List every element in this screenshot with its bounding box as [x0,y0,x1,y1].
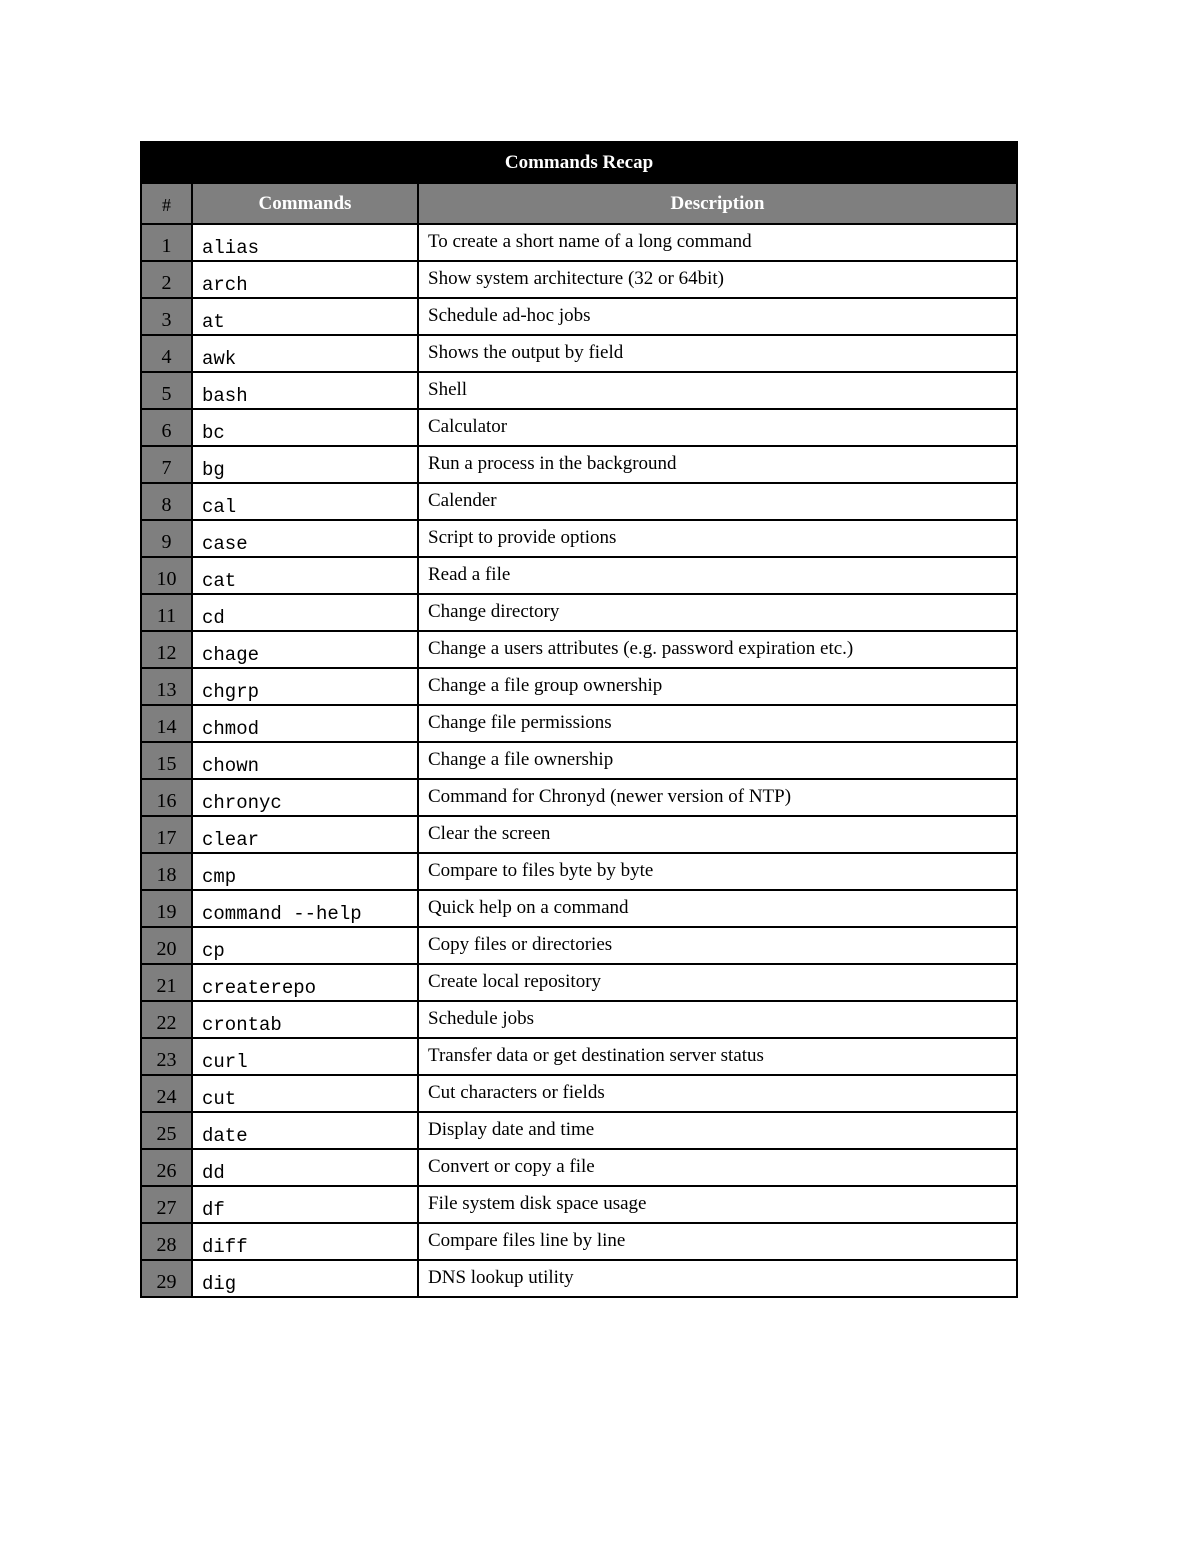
row-command: alias [192,224,418,261]
table-row [141,1112,1017,1149]
row-number: 22 [141,1001,192,1038]
table-row [141,557,1017,594]
row-description: Cut characters or fields [418,1075,1017,1112]
table-row [141,668,1017,705]
row-description: Shows the output by field [418,335,1017,372]
table-row [141,298,1017,335]
row-number: 18 [141,853,192,890]
row-command: cd [192,594,418,631]
table-row [141,853,1017,890]
table-row [141,631,1017,668]
table-row [141,224,1017,261]
table-row [141,1223,1017,1260]
row-description: Change directory [418,594,1017,631]
header-description: Description [418,183,1017,224]
table-row [141,1001,1017,1038]
row-number: 29 [141,1260,192,1297]
row-description: To create a short name of a long command [418,224,1017,261]
table-row [141,1149,1017,1186]
row-number: 7 [141,446,192,483]
table-row [141,1038,1017,1075]
table-row [141,890,1017,927]
row-command: cmp [192,853,418,890]
table-row [141,483,1017,520]
header-commands: Commands [192,183,418,224]
row-number: 25 [141,1112,192,1149]
row-number: 16 [141,779,192,816]
row-command: arch [192,261,418,298]
table-title-row [141,142,1017,183]
row-description: Command for Chronyd (newer version of NTP) [418,779,1017,816]
row-description: Change file permissions [418,705,1017,742]
row-description: Compare files line by line [418,1223,1017,1260]
row-number: 24 [141,1075,192,1112]
row-number: 3 [141,298,192,335]
row-description: Show system architecture (32 or 64bit) [418,261,1017,298]
table-row [141,1260,1017,1297]
table-row [141,964,1017,1001]
row-number: 8 [141,483,192,520]
row-command: createrepo [192,964,418,1001]
table-row [141,261,1017,298]
row-number: 11 [141,594,192,631]
row-number: 13 [141,668,192,705]
row-description: Change a users attributes (e.g. password expiration etc.) [418,631,1017,668]
row-number: 14 [141,705,192,742]
row-command: chronyc [192,779,418,816]
row-description: Run a process in the background [418,446,1017,483]
row-description: Calculator [418,409,1017,446]
row-command: bash [192,372,418,409]
row-description: Display date and time [418,1112,1017,1149]
table-row [141,1186,1017,1223]
row-command: awk [192,335,418,372]
row-command: bg [192,446,418,483]
table-header-row [141,183,1017,224]
row-description: Create local repository [418,964,1017,1001]
row-description: Schedule jobs [418,1001,1017,1038]
table-row [141,1075,1017,1112]
table-row [141,372,1017,409]
row-description: Transfer data or get destination server status [418,1038,1017,1075]
row-description: Script to provide options [418,520,1017,557]
table-row [141,409,1017,446]
table-row [141,335,1017,372]
row-description: Calender [418,483,1017,520]
row-command: cat [192,557,418,594]
row-command: df [192,1186,418,1223]
row-description: Convert or copy a file [418,1149,1017,1186]
row-command: cut [192,1075,418,1112]
row-command: command --help [192,890,418,927]
row-number: 15 [141,742,192,779]
row-command: crontab [192,1001,418,1038]
table-row [141,779,1017,816]
row-description: DNS lookup utility [418,1260,1017,1297]
row-number: 23 [141,1038,192,1075]
row-description: Schedule ad-hoc jobs [418,298,1017,335]
row-command: bc [192,409,418,446]
row-command: chgrp [192,668,418,705]
row-number: 1 [141,224,192,261]
table-row [141,594,1017,631]
row-command: case [192,520,418,557]
row-number: 10 [141,557,192,594]
row-description: Compare to files byte by byte [418,853,1017,890]
table-row [141,742,1017,779]
row-command: chown [192,742,418,779]
row-number: 9 [141,520,192,557]
table-body [141,224,1017,1297]
row-number: 12 [141,631,192,668]
row-command: cal [192,483,418,520]
row-command: curl [192,1038,418,1075]
row-command: dig [192,1260,418,1297]
row-command: chmod [192,705,418,742]
row-description: Copy files or directories [418,927,1017,964]
row-command: clear [192,816,418,853]
row-command: at [192,298,418,335]
row-number: 17 [141,816,192,853]
header-number: # [141,183,192,224]
row-command: dd [192,1149,418,1186]
table-row [141,446,1017,483]
table-row [141,520,1017,557]
row-number: 27 [141,1186,192,1223]
row-description: Quick help on a command [418,890,1017,927]
row-description: Change a file group ownership [418,668,1017,705]
row-description: Change a file ownership [418,742,1017,779]
row-number: 19 [141,890,192,927]
row-description: Shell [418,372,1017,409]
row-description: Read a file [418,557,1017,594]
table-row [141,705,1017,742]
row-number: 4 [141,335,192,372]
row-number: 28 [141,1223,192,1260]
row-number: 2 [141,261,192,298]
table-row [141,927,1017,964]
row-command: diff [192,1223,418,1260]
commands-recap-table [140,141,1018,1298]
row-description: File system disk space usage [418,1186,1017,1223]
row-command: cp [192,927,418,964]
row-number: 20 [141,927,192,964]
row-number: 6 [141,409,192,446]
table-title: Commands Recap [141,142,1017,183]
row-command: chage [192,631,418,668]
row-description: Clear the screen [418,816,1017,853]
row-command: date [192,1112,418,1149]
row-number: 5 [141,372,192,409]
row-number: 21 [141,964,192,1001]
row-number: 26 [141,1149,192,1186]
table-row [141,816,1017,853]
